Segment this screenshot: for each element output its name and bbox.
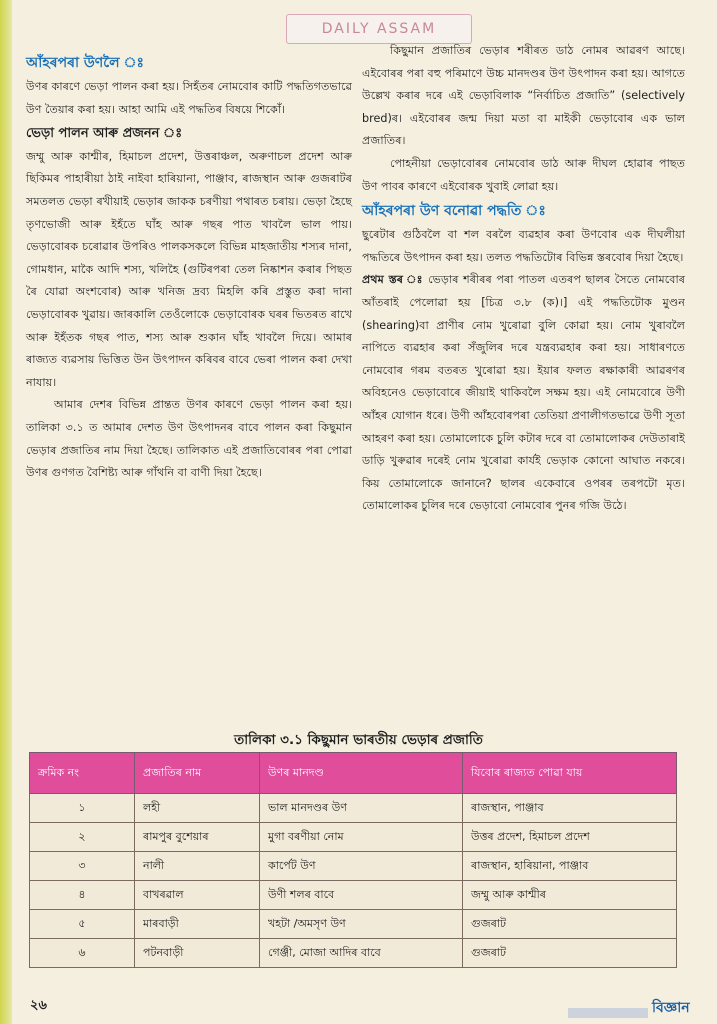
table-row (30, 794, 677, 823)
table-cell: ৬ (30, 939, 135, 968)
left-column (26, 50, 352, 485)
table-cell: ২ (30, 823, 135, 852)
table-cell: কাৰ্পেট উণ (260, 852, 463, 881)
table-cell: ১ (30, 794, 135, 823)
section-heading-sheep-rearing: ভেড়া পালন আৰু প্ৰজনন ঃ (26, 126, 183, 142)
paragraph: আমাৰ দেশৰ বিভিন্ন প্ৰান্তত উণৰ কাৰণে ভেড়া পালন কৰা হয়। তালিকা ৩.১ ত আমাৰ দেশত উণ উৎপাদনৰ বাবে পালন কৰা কিছুমান ভেড়াৰ প্ৰজাতিৰ নাম দিয়া হৈছে। তালিকাত এই প্ৰজাতিবোৰৰ পৰা পোৱা উণৰ গুণগত বৈশিষ্ট্য আৰু গাঁথনি বা বাণী দিয়া হৈছে। (26, 398, 352, 480)
page-number: ২৬ (30, 998, 47, 1013)
table-cell: মুগা বৰণীয়া নোম (260, 823, 463, 852)
table-cell: ভাল মানদণ্ডৰ উণ (260, 794, 463, 823)
section-heading-fibre-to-wool: আঁহৰপৰা উণলৈ ঃ (26, 55, 145, 71)
table-cell: উণী শলৰ বাবে (260, 881, 463, 910)
right-column (362, 40, 685, 518)
table-cell: ৫ (30, 910, 135, 939)
table-cell: ৪ (30, 881, 135, 910)
column-header: উণৰ মানদণ্ড (260, 753, 463, 794)
table-cell: মাৰবাড়ী (135, 910, 260, 939)
table-row (30, 823, 677, 852)
table-cell: গুজৰাট (463, 910, 677, 939)
table-cell: উত্তৰ প্ৰদেশ, হিমাচল প্ৰদেশ (463, 823, 677, 852)
table-cell: লহী (135, 794, 260, 823)
paragraph: ছুৰেটাৰ গুঠিবলৈ বা শল বৰলৈ ব্যৱহাৰ কৰা উণবোৰ এক দীঘলীয়া পদ্ধতিৰে উৎপাদন কৰা হয়। তলত পদ্ধতিটোৰ বিভিন্ন স্তৰবোৰ দিয়া হৈছে। (362, 228, 685, 264)
table-cell: বাখৰৱাল (135, 881, 260, 910)
table-cell: ৰাজস্থান, হাৰিয়ানা, পাঞ্জাব (463, 852, 677, 881)
paragraph: উণৰ কাৰণে ভেড়া পালন কৰা হয়। সিহঁতৰ নোমবোৰ কাটি পদ্ধতিগতভাৱে উণ তৈয়াৰ কৰা হয়। আহা আমি এই পদ্ধতিৰ বিষয়ে শিকোঁ। (26, 80, 352, 116)
table-row (30, 910, 677, 939)
table-row (30, 939, 677, 968)
column-header: যিবোৰ ৰাজ্যত পোৱা যায় (463, 753, 677, 794)
table-cell: গেঞ্জী, মোজা আদিৰ বাবে (260, 939, 463, 968)
table-cell: নালী (135, 852, 260, 881)
table-cell: জম্মু আৰু কাশ্মীৰ (463, 881, 677, 910)
table-cell: গুজৰাট (463, 939, 677, 968)
subject-label: বিজ্ঞান (652, 1000, 690, 1016)
paragraph: পোহনীয়া ভেড়াবোৰৰ নোমবোৰ ডাঠ আৰু দীঘল হোৱাৰ পাছত উণ পাবৰ কাৰণে এইবোৰক খুবাই লোৱা হয়। (362, 156, 685, 193)
table-cell: খহটা /অমসৃণ উণ (260, 910, 463, 939)
sheep-breeds-table (29, 752, 677, 968)
watermark-stamp: DAILY ASSAM (286, 14, 472, 44)
table-cell: ৩ (30, 852, 135, 881)
section-heading-wool-process: আঁহৰপৰা উণ বনোৱা পদ্ধতি ঃ (362, 203, 546, 220)
footer-decoration-bar (568, 1008, 648, 1018)
table-caption: তালিকা ৩.১ কিছুমান ভাৰতীয় ভেড়াৰ প্ৰজাতি (234, 732, 483, 748)
table-cell: ৰামপুৰ বুশেয়াৰ (135, 823, 260, 852)
table-row (30, 881, 677, 910)
column-header: প্ৰজাতিৰ নাম (135, 753, 260, 794)
page-edge-strip (0, 0, 12, 1024)
paragraph: কিছুমান প্ৰজাতিৰ ভেড়াৰ শৰীৰত ডাঠ নোমৰ আৱৰণ আছে। এইবোৰৰ পৰা বহু পৰিমাণে উচ্চ মানদণ্ডৰ উণ উৎপাদন কৰা হয়। আগতে উল্লেখ কৰাৰ দৰে এই ভেড়াবিলাক “নিৰ্বাচিত প্ৰজাতি” (selectively bred)ৰ। এইবোৰৰ জন্ম দিয়া মতা বা মাইকী ভেড়াবোৰ এক ভাল প্ৰজাতিৰ। (362, 44, 685, 148)
table-row (30, 852, 677, 881)
table-header-row (30, 753, 677, 794)
paragraph-first-step (362, 269, 685, 518)
paragraph: জম্মু আৰু কাশ্মীৰ, হিমাচল প্ৰদেশ, উত্তৰাঞ্চল, অৰুণাচল প্ৰদেশ আৰু ছিকিমৰ পাহাৰীয়া ঠাই নাইবা হাৰিয়ানা, পাঞ্জাব, ৰাজস্থান আৰু গুজৰাটৰ সমতলত ভেড়া ৰখীয়াই ভেড়াৰ জাকক চৰণীয়া পথাৰত চৰায়। ভেড়া হৈছে তৃণভোজী আৰু ইহঁতে ঘাঁহ আৰু গছৰ পাত খাবলৈ ভাল পায়। ভেড়াবোৰক চৰোৱাৰ উপৰিও পালকসকলে বিভিন্ন মাহজাতীয় শস্যৰ দানা, গোমধান, মাকৈ আদি শস্য, খলিহৈ (গুটিৰপৰা তেল নিষ্কাশন কৰাৰ পিছত ৰৈ যোৱা অংশবোৰ) আৰু খনিজ দ্ৰব্য মিহলি কৰি প্ৰস্তুত কৰা দানা ভেড়াবোৰক খুৱায়। জাৰকালি তেওঁলোকে ভেড়াবোৰক ঘৰৰ ভিতৰত ৰাখে আৰু ইহঁতক গছৰ পাত, শস্য আৰু শুকান ঘাঁহ খাবলৈ দিয়ে। আমাৰ ৰাজ্যত ব্যৱসায় ভিত্তিত উন উৎপাদন কৰিবৰ বাবে ভেৰা পালন কৰা দেখা নাযায়। (26, 149, 352, 389)
step-text: ভেড়াৰ শৰীৰৰ পৰা পাতল এতৰপ ছালৰ সৈতে নোমবোৰ আঁতৰাই পেলোৱা হয় [চিত্ৰ ৩.৮ (ক)।] এই পদ্ধতিটোক মুণ্ডন (shearing)বা প্ৰাণীৰ নোম খুৰোৱা বুলি কোৱা হয়। নোম খুৰাবলৈ নাপিতে ব্যৱহাৰ কৰা সঁজুলিৰ দৰে যন্ত্ৰব্যৱহাৰ কৰা হয়। সাধাৰণতে নোমবোৰ গৰম বতৰত খুৰোৱা হয়। ইয়াৰ ফলত ৰক্ষাকাৰী আৱৰণৰ অবিহনেও ভেড়াবোৰে জীয়াই থাকিবলৈ সক্ষম হয়। এই নোমবোৰে উণী আঁহৰ যোগান ধৰে। উণী আঁহবোৰপৰা তেতিয়া প্ৰণালীগতভাৱে উণী সূতা আহৰণ কৰা হয়। তোমালোকে চুলি কটাৰ দৰে বা তোমালোকৰ দেউতাৰাই ডাড়ি খুৰুৱাৰ দৰেই নোম খুৰোৱা কাৰ্যই ভেড়াক কোনো আঘাত নকৰে। কিয় তোমালোকে জানানে? ছালৰ একেবাৰে ওপৰৰ তৰপটো মৃত। তোমালোকৰ চুলিৰ দৰে ভেড়াবো নোমবোৰ পুনৰ গজি উঠে। (362, 273, 686, 513)
table-cell: পটনবাড়ী (135, 939, 260, 968)
column-header: ক্ৰমিক নং (30, 753, 135, 794)
step-label: প্ৰথম স্তৰ ঃ (362, 273, 424, 287)
table-cell: ৰাজস্থান, পাঞ্জাব (463, 794, 677, 823)
